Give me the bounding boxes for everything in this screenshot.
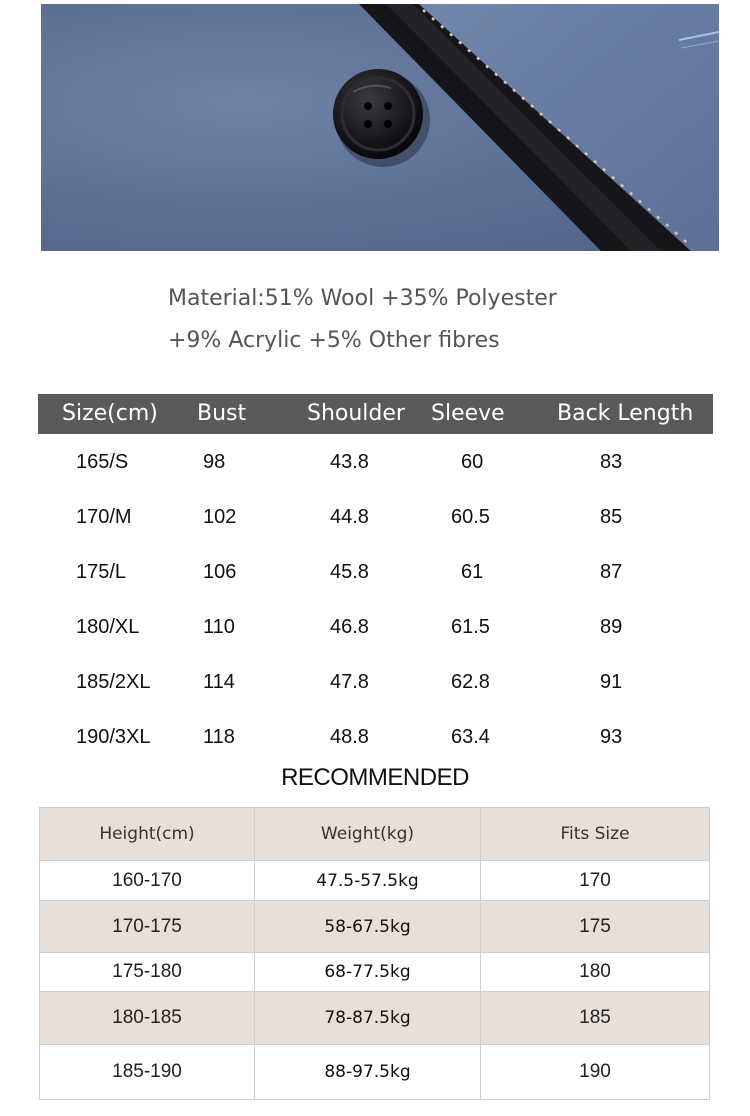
sleeve-cell: 61.5 <box>451 616 490 638</box>
size-row <box>38 553 713 593</box>
table-row <box>40 992 710 1045</box>
bust-cell: 118 <box>203 726 235 748</box>
back-length-cell: 83 <box>600 451 623 473</box>
sleeve-cell: 60.5 <box>451 506 490 528</box>
product-photo <box>41 4 719 251</box>
material-description <box>168 278 708 362</box>
shoulder-cell: 45.8 <box>330 561 369 583</box>
header-height: Height(cm) <box>40 808 255 861</box>
height-cell: 170-175 <box>40 901 255 953</box>
fits-size-cell: 175 <box>481 901 710 953</box>
sleeve-cell: 61 <box>461 561 484 583</box>
weight-cell: 47.5-57.5kg <box>255 861 481 901</box>
sleeve-cell: 63.4 <box>451 726 490 748</box>
shoulder-cell: 47.8 <box>330 671 369 693</box>
header-shoulder: Shoulder <box>307 401 405 426</box>
bust-cell: 98 <box>203 451 226 473</box>
recommended-table <box>39 807 710 1100</box>
size-row <box>38 663 713 703</box>
table-row <box>40 953 710 992</box>
size-cell: 190/3XL <box>76 726 151 748</box>
table-row <box>40 901 710 953</box>
back-length-cell: 91 <box>600 671 623 693</box>
weight-cell: 68-77.5kg <box>255 953 481 992</box>
size-table-header <box>38 394 713 434</box>
fits-size-cell: 190 <box>481 1045 710 1100</box>
shoulder-cell: 48.8 <box>330 726 369 748</box>
size-row <box>38 718 713 758</box>
header-weight: Weight(kg) <box>255 808 481 861</box>
back-length-cell: 89 <box>600 616 623 638</box>
height-cell: 180-185 <box>40 992 255 1045</box>
recommended-header-row <box>40 808 710 861</box>
size-cell: 185/2XL <box>76 671 151 693</box>
bust-cell: 102 <box>203 506 237 528</box>
weight-cell: 78-87.5kg <box>255 992 481 1045</box>
back-length-cell: 85 <box>600 506 623 528</box>
height-cell: 185-190 <box>40 1045 255 1100</box>
bust-cell: 110 <box>203 616 235 638</box>
height-cell: 160-170 <box>40 861 255 901</box>
size-cell: 170/M <box>76 506 132 528</box>
sleeve-cell: 60 <box>461 451 484 473</box>
header-bust: Bust <box>197 401 247 426</box>
coat-fabric-illustration <box>41 4 719 251</box>
shoulder-cell: 46.8 <box>330 616 369 638</box>
size-row <box>38 498 713 538</box>
size-cell: 175/L <box>76 561 127 583</box>
shoulder-cell: 44.8 <box>330 506 369 528</box>
size-cell: 180/XL <box>76 616 140 638</box>
weight-cell: 88-97.5kg <box>255 1045 481 1100</box>
bust-cell: 106 <box>203 561 237 583</box>
header-back-length: Back Length <box>557 401 694 426</box>
header-sleeve: Sleeve <box>431 401 505 426</box>
recommended-title: RECOMMENDED <box>281 764 469 791</box>
header-fits-size: Fits Size <box>481 808 710 861</box>
back-length-cell: 93 <box>600 726 623 748</box>
table-row <box>40 1045 710 1100</box>
height-cell: 175-180 <box>40 953 255 992</box>
material-line-1: Material:51% Wool +35% Polyester <box>168 286 557 311</box>
shoulder-cell: 43.8 <box>330 451 369 473</box>
size-row <box>38 608 713 648</box>
material-line-2: +9% Acrylic +5% Other fibres <box>168 328 500 353</box>
table-row <box>40 861 710 901</box>
fits-size-cell: 170 <box>481 861 710 901</box>
fits-size-cell: 180 <box>481 953 710 992</box>
header-size: Size(cm) <box>62 401 158 426</box>
fits-size-cell: 185 <box>481 992 710 1045</box>
weight-cell: 58-67.5kg <box>255 901 481 953</box>
sleeve-cell: 62.8 <box>451 671 490 693</box>
back-length-cell: 87 <box>600 561 623 583</box>
bust-cell: 114 <box>203 671 235 693</box>
size-row <box>38 443 713 483</box>
size-cell: 165/S <box>76 451 129 473</box>
